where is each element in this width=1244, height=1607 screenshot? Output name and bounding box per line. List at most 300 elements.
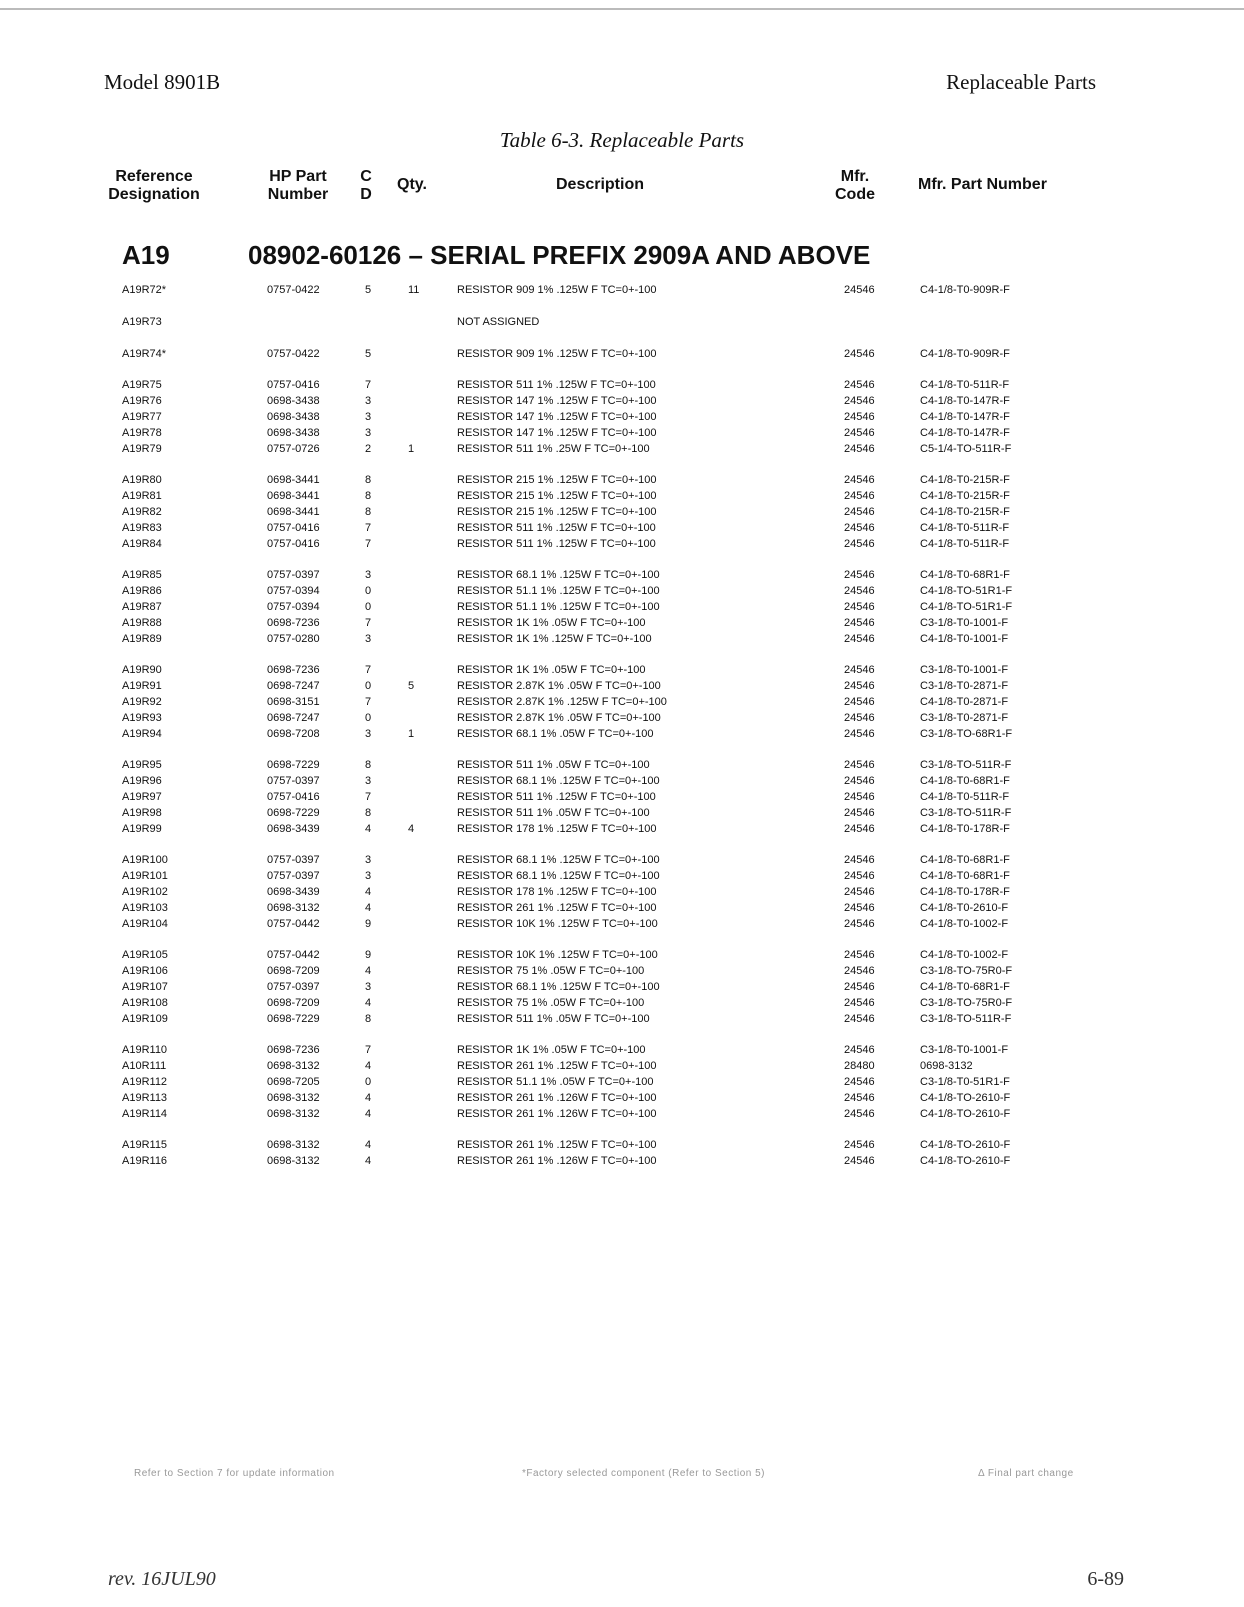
cell-cd: 3: [365, 775, 372, 787]
cell-cd: 8: [365, 490, 372, 502]
cell-mpn: C4-1/8-T0-68R1-F: [920, 775, 1010, 787]
cell-mpn: C3-1/8-T0-2871-F: [920, 712, 1009, 724]
cell-mfr: 24546: [844, 680, 875, 692]
table-title: Table 6-3. Replaceable Parts: [499, 128, 745, 152]
cell-hp: 0757-0416: [267, 379, 320, 391]
cell-cd: 4: [365, 886, 372, 898]
cell-cd: 7: [365, 696, 372, 708]
cell-mfr: 24546: [844, 949, 875, 961]
cell-mpn: C4-1/8-T0-511R-F: [920, 791, 1010, 803]
cell-mfr: 24546: [844, 981, 875, 993]
cell-cd: 7: [365, 617, 372, 629]
cell-cd: 3: [365, 728, 372, 740]
cell-mfr: 24546: [844, 284, 875, 296]
cell-ref: A10R111: [122, 1060, 167, 1072]
cell-desc: RESISTOR 68.1 1% .125W F TC=0+-100: [457, 569, 660, 581]
cell-hp: 0757-0442: [267, 949, 320, 961]
cell-ref: A19R79: [122, 443, 162, 455]
cell-ref: A19R83: [122, 522, 162, 534]
cell-hp: 0698-3132: [267, 1155, 320, 1167]
cell-hp: 0698-3438: [267, 411, 320, 423]
cell-hp: 0698-3441: [267, 474, 320, 486]
cell-cd: 3: [365, 870, 372, 882]
cell-ref: A19R95: [122, 759, 162, 771]
cell-ref: A19R114: [122, 1108, 168, 1120]
cell-mfr: 24546: [844, 411, 875, 423]
cell-desc: RESISTOR 511 1% .125W F TC=0+-100: [457, 522, 656, 534]
col-hp-line1: HP Part: [269, 168, 327, 185]
cell-cd: 8: [365, 506, 372, 518]
table-row: [0, 346, 1244, 362]
cell-desc: RESISTOR 215 1% .125W F TC=0+-100: [457, 474, 657, 486]
cell-desc: RESISTOR 511 1% .125W F TC=0+-100: [457, 538, 656, 550]
table-row: [0, 567, 1244, 583]
table-row: [0, 1137, 1244, 1153]
cell-hp: 0698-3132: [267, 1108, 320, 1120]
table-row: [0, 504, 1244, 520]
cell-mfr: 24546: [844, 902, 875, 914]
cell-cd: 5: [365, 348, 372, 360]
revision-date: rev. 16JUL90: [108, 1568, 216, 1590]
cell-ref: A19R108: [122, 997, 168, 1009]
cell-ref: A19R90: [122, 664, 162, 676]
table-row: [0, 662, 1244, 678]
cell-desc: RESISTOR 10K 1% .125W F TC=0+-100: [457, 949, 658, 961]
cell-mfr: 24546: [844, 696, 875, 708]
cell-mpn: C3-1/8-T0-51R1-F: [920, 1076, 1010, 1088]
cell-cd: 0: [365, 1076, 372, 1088]
table-row: [0, 314, 1244, 330]
cell-cd: 4: [365, 902, 372, 914]
cell-ref: A19R115: [122, 1139, 168, 1151]
cell-mpn: C4-1/8-T0-511R-F: [920, 522, 1010, 534]
table-row: [0, 694, 1244, 710]
cell-mpn: C4-1/8-T0-909R-F: [920, 284, 1010, 296]
cell-cd: 4: [365, 1155, 372, 1167]
col-reference: [108, 168, 200, 204]
cell-desc: RESISTOR 261 1% .125W F TC=0+-100: [457, 902, 657, 914]
cell-cd: 3: [365, 981, 372, 993]
cell-cd: 7: [365, 522, 372, 534]
cell-ref: A19R75: [122, 379, 162, 391]
cell-mfr: 24546: [844, 791, 875, 803]
col-mfr-code: [830, 168, 880, 204]
cell-desc: RESISTOR 511 1% .125W F TC=0+-100: [457, 379, 656, 391]
cell-hp: 0698-3132: [267, 902, 320, 914]
cell-desc: RESISTOR 68.1 1% .125W F TC=0+-100: [457, 870, 660, 882]
cell-cd: 4: [365, 1108, 372, 1120]
cell-mpn: C4-1/8-T0-2871-F: [920, 696, 1009, 708]
page-number: 6-89: [1087, 1568, 1124, 1590]
cell-ref: A19R93: [122, 712, 162, 724]
cell-hp: 0698-3151: [267, 696, 320, 708]
cell-hp: 0757-0394: [267, 585, 320, 597]
cell-ref: A19R94: [122, 728, 162, 740]
cell-ref: A19R73: [122, 316, 162, 328]
table-row: [0, 409, 1244, 425]
cell-hp: 0698-3438: [267, 427, 320, 439]
cell-desc: RESISTOR 10K 1% .125W F TC=0+-100: [457, 918, 658, 930]
cell-cd: 4: [365, 965, 372, 977]
cell-cd: 8: [365, 807, 372, 819]
cell-hp: 0698-7236: [267, 664, 320, 676]
cell-mfr: 24546: [844, 585, 875, 597]
cell-desc: RESISTOR 51.1 1% .125W F TC=0+-100: [457, 601, 660, 613]
cell-desc: RESISTOR 511 1% .05W F TC=0+-100: [457, 807, 650, 819]
cell-mpn: C4-1/8-TO-2610-F: [920, 1155, 1011, 1167]
cell-cd: 4: [365, 1139, 372, 1151]
col-cd: [356, 168, 376, 204]
table-row: [0, 1153, 1244, 1169]
col-mfr-line1: Mfr.: [840, 168, 870, 185]
cell-mfr: 24546: [844, 712, 875, 724]
col-reference-line2: Designation: [108, 186, 200, 203]
cell-desc: RESISTOR 51.1 1% .125W F TC=0+-100: [457, 585, 660, 597]
cell-cd: 3: [365, 569, 372, 581]
cell-hp: 0757-0726: [267, 443, 320, 455]
cell-ref: A19R109: [122, 1013, 168, 1025]
cell-mpn: C3-1/8-T0-1001-F: [920, 664, 1009, 676]
cell-qty: 5: [408, 680, 415, 692]
table-row: [0, 995, 1244, 1011]
cell-ref: A19R98: [122, 807, 162, 819]
cell-hp: 0698-7209: [267, 997, 320, 1009]
cell-desc: RESISTOR 909 1% .125W F TC=0+-100: [457, 348, 657, 360]
table-row: [0, 678, 1244, 694]
col-cd-line1: C: [360, 168, 372, 185]
cell-desc: RESISTOR 1K 1% .05W F TC=0+-100: [457, 664, 646, 676]
cell-mfr: 24546: [844, 775, 875, 787]
cell-desc: RESISTOR 261 1% .126W F TC=0+-100: [457, 1155, 657, 1167]
cell-mpn: C4-1/8-TO-51R1-F: [920, 601, 1013, 613]
cell-hp: 0757-0442: [267, 918, 320, 930]
cell-cd: 0: [365, 712, 372, 724]
cell-ref: A19R116: [122, 1155, 168, 1167]
cell-desc: RESISTOR 2.87K 1% .05W F TC=0+-100: [457, 680, 661, 692]
cell-ref: A19R81: [122, 490, 162, 502]
table-row: [0, 441, 1244, 457]
cell-hp: 0757-0422: [267, 284, 320, 296]
cell-desc: RESISTOR 215 1% .125W F TC=0+-100: [457, 490, 657, 502]
cell-desc: NOT ASSIGNED: [457, 316, 540, 328]
cell-mfr: 24546: [844, 1108, 875, 1120]
cell-mfr: 24546: [844, 664, 875, 676]
cell-hp: 0757-0394: [267, 601, 320, 613]
cell-mpn: C4-1/8-T0-147R-F: [920, 395, 1010, 407]
cell-hp: 0757-0397: [267, 569, 320, 581]
cell-ref: A19R101: [122, 870, 168, 882]
cell-mfr: 24546: [844, 886, 875, 898]
table-row: [0, 536, 1244, 552]
cell-mpn: C3-1/8-TO-75R0-F: [920, 997, 1013, 1009]
cell-cd: 8: [365, 474, 372, 486]
cell-mpn: 0698-3132: [920, 1060, 973, 1072]
table-row: [0, 916, 1244, 932]
cell-mpn: C4-1/8-T0-147R-F: [920, 427, 1010, 439]
table-row: [0, 1011, 1244, 1027]
cell-desc: RESISTOR 1K 1% .125W F TC=0+-100: [457, 633, 652, 645]
cell-cd: 3: [365, 395, 372, 407]
cell-hp: 0698-7229: [267, 1013, 320, 1025]
cell-mpn: C4-1/8-T0-68R1-F: [920, 981, 1010, 993]
table-row: [0, 1106, 1244, 1122]
cell-cd: 7: [365, 379, 372, 391]
table-row: [0, 282, 1244, 298]
cell-qty: 4: [408, 823, 415, 835]
table-row: [0, 631, 1244, 647]
assembly-id: A19: [122, 240, 170, 270]
cell-mpn: C4-1/8-T0-909R-F: [920, 348, 1010, 360]
cell-mfr: 24546: [844, 1092, 875, 1104]
cell-desc: RESISTOR 147 1% .125W F TC=0+-100: [457, 427, 657, 439]
cell-mpn: C4-1/8-TO-51R1-F: [920, 585, 1013, 597]
cell-mfr: 24546: [844, 633, 875, 645]
cell-hp: 0698-7208: [267, 728, 320, 740]
cell-mfr: 24546: [844, 506, 875, 518]
cell-mfr: 24546: [844, 1013, 875, 1025]
cell-mpn: C4-1/8-T0-147R-F: [920, 411, 1010, 423]
cell-hp: 0757-0397: [267, 775, 320, 787]
cell-ref: A19R91: [122, 680, 162, 692]
cell-ref: A19R88: [122, 617, 162, 629]
cell-ref: A19R80: [122, 474, 162, 486]
table-row: [0, 488, 1244, 504]
col-description: Description: [555, 176, 644, 193]
cell-hp: 0698-7229: [267, 759, 320, 771]
table-row: [0, 789, 1244, 805]
cell-mfr: 24546: [844, 538, 875, 550]
cell-qty: 11: [408, 284, 420, 296]
section-header: Replaceable Parts: [946, 70, 1096, 94]
cell-mpn: C5-1/4-TO-511R-F: [920, 443, 1012, 455]
cell-qty: 1: [408, 728, 415, 740]
cell-hp: 0698-3441: [267, 506, 320, 518]
cell-desc: RESISTOR 2.87K 1% .125W F TC=0+-100: [457, 696, 667, 708]
cell-mpn: C3-1/8-TO-511R-F: [920, 759, 1012, 771]
cell-mpn: C4-1/8-T0-1002-F: [920, 918, 1009, 930]
cell-desc: RESISTOR 261 1% .125W F TC=0+-100: [457, 1139, 657, 1151]
cell-hp: 0698-3132: [267, 1060, 320, 1072]
cell-ref: A19R102: [122, 886, 168, 898]
cell-mfr: 24546: [844, 1139, 875, 1151]
cell-hp: 0698-7229: [267, 807, 320, 819]
table-row: [0, 583, 1244, 599]
cell-mpn: C4-1/8-T0-215R-F: [920, 506, 1010, 518]
cell-hp: 0698-3439: [267, 823, 320, 835]
cell-cd: 0: [365, 585, 372, 597]
col-mfr-part-number: Mfr. Part Number: [918, 176, 1047, 193]
cell-cd: 9: [365, 949, 372, 961]
cell-mpn: C4-1/8-T0-511R-F: [920, 538, 1010, 550]
cell-mfr: 28480: [844, 1060, 875, 1072]
cell-hp: 0698-7236: [267, 1044, 320, 1056]
table-row: [0, 1090, 1244, 1106]
cell-ref: A19R97: [122, 791, 162, 803]
cell-mpn: C4-1/8-T0-68R1-F: [920, 870, 1010, 882]
cell-mfr: 24546: [844, 823, 875, 835]
cell-hp: 0698-3439: [267, 886, 320, 898]
cell-ref: A19R86: [122, 585, 162, 597]
cell-mfr: 24546: [844, 965, 875, 977]
cell-cd: 3: [365, 427, 372, 439]
cell-desc: RESISTOR 1K 1% .05W F TC=0+-100: [457, 1044, 646, 1056]
table-row: [0, 710, 1244, 726]
cell-desc: RESISTOR 909 1% .125W F TC=0+-100: [457, 284, 657, 296]
cell-ref: A19R85: [122, 569, 162, 581]
cell-ref: A19R87: [122, 601, 162, 613]
cell-cd: 7: [365, 664, 372, 676]
col-cd-line2: D: [360, 186, 372, 203]
cell-ref: A19R103: [122, 902, 168, 914]
cell-mpn: C4-1/8-T0-2610-F: [920, 902, 1009, 914]
cell-mpn: C4-1/8-T0-215R-F: [920, 474, 1010, 486]
cell-ref: A19R113: [122, 1092, 168, 1104]
cell-hp: 0698-3441: [267, 490, 320, 502]
cell-cd: 8: [365, 1013, 372, 1025]
cell-ref: A19R92: [122, 696, 162, 708]
table-row: [0, 1042, 1244, 1058]
cell-mfr: 24546: [844, 490, 875, 502]
cell-hp: 0698-7247: [267, 680, 320, 692]
cell-ref: A19R99: [122, 823, 162, 835]
cell-ref: A19R105: [122, 949, 168, 961]
cell-desc: RESISTOR 147 1% .125W F TC=0+-100: [457, 395, 657, 407]
cell-cd: 7: [365, 791, 372, 803]
cell-cd: 0: [365, 680, 372, 692]
cell-ref: A19R107: [122, 981, 168, 993]
cell-mfr: 24546: [844, 728, 875, 740]
cell-ref: A19R104: [122, 918, 168, 930]
cell-desc: RESISTOR 68.1 1% .05W F TC=0+-100: [457, 728, 654, 740]
cell-cd: 0: [365, 601, 372, 613]
footnote-factory-selected: *Factory selected component (Refer to Section 5): [522, 1468, 765, 1479]
cell-mfr: 24546: [844, 443, 875, 455]
cell-mfr: 24546: [844, 617, 875, 629]
cell-cd: 3: [365, 411, 372, 423]
cell-desc: RESISTOR 68.1 1% .125W F TC=0+-100: [457, 854, 660, 866]
col-hp-line2: Number: [267, 186, 329, 203]
cell-desc: RESISTOR 261 1% .125W F TC=0+-100: [457, 1060, 657, 1072]
cell-ref: A19R110: [122, 1044, 168, 1056]
table-row: [0, 726, 1244, 742]
cell-mpn: C4-1/8-TO-2610-F: [920, 1139, 1011, 1151]
cell-mpn: C4-1/8-T0-68R1-F: [920, 569, 1010, 581]
table-row: [0, 1074, 1244, 1090]
col-reference-line1: Reference: [115, 168, 193, 185]
cell-cd: 3: [365, 633, 372, 645]
table-row: [0, 520, 1244, 536]
cell-cd: 3: [365, 854, 372, 866]
cell-mfr: 24546: [844, 1155, 875, 1167]
cell-hp: 0757-0280: [267, 633, 320, 645]
cell-ref: A19R112: [122, 1076, 168, 1088]
cell-ref: A19R106: [122, 965, 168, 977]
table-row: [0, 1058, 1244, 1074]
cell-mpn: C3-1/8-TO-75R0-F: [920, 965, 1013, 977]
cell-cd: 8: [365, 759, 372, 771]
cell-hp: 0698-3132: [267, 1092, 320, 1104]
cell-mfr: 24546: [844, 854, 875, 866]
table-row: [0, 599, 1244, 615]
table-row: [0, 757, 1244, 773]
table-row: [0, 900, 1244, 916]
cell-mpn: C3-1/8-TO-68R1-F: [920, 728, 1013, 740]
table-row: [0, 472, 1244, 488]
cell-hp: 0698-7209: [267, 965, 320, 977]
cell-ref: A19R96: [122, 775, 162, 787]
footnote-part-change: Δ Final part change: [978, 1468, 1074, 1479]
cell-mfr: 24546: [844, 522, 875, 534]
cell-mpn: C4-1/8-TO-2610-F: [920, 1108, 1011, 1120]
cell-mpn: C4-1/8-T0-178R-F: [920, 886, 1010, 898]
cell-desc: RESISTOR 511 1% .25W F TC=0+-100: [457, 443, 650, 455]
cell-desc: RESISTOR 75 1% .05W F TC=0+-100: [457, 997, 645, 1009]
footnote-update: Refer to Section 7 for update information: [134, 1468, 335, 1479]
cell-ref: A19R78: [122, 427, 162, 439]
cell-desc: RESISTOR 511 1% .125W F TC=0+-100: [457, 791, 656, 803]
cell-cd: 9: [365, 918, 372, 930]
table-row: [0, 773, 1244, 789]
cell-desc: RESISTOR 1K 1% .05W F TC=0+-100: [457, 617, 646, 629]
cell-mpn: C3-1/8-T0-1001-F: [920, 1044, 1009, 1056]
cell-mpn: C4-1/8-T0-215R-F: [920, 490, 1010, 502]
cell-desc: RESISTOR 261 1% .126W F TC=0+-100: [457, 1108, 657, 1120]
cell-mpn: C4-1/8-T0-1002-F: [920, 949, 1009, 961]
cell-hp: 0757-0416: [267, 522, 320, 534]
cell-ref: A19R84: [122, 538, 162, 550]
cell-desc: RESISTOR 147 1% .125W F TC=0+-100: [457, 411, 657, 423]
cell-desc: RESISTOR 215 1% .125W F TC=0+-100: [457, 506, 657, 518]
cell-ref: A19R89: [122, 633, 162, 645]
cell-mfr: 24546: [844, 395, 875, 407]
cell-mpn: C4-1/8-T0-178R-F: [920, 823, 1010, 835]
cell-mfr: 24546: [844, 379, 875, 391]
table-row: [0, 393, 1244, 409]
cell-desc: RESISTOR 2.87K 1% .05W F TC=0+-100: [457, 712, 661, 724]
cell-mfr: 24546: [844, 1044, 875, 1056]
cell-desc: RESISTOR 51.1 1% .05W F TC=0+-100: [457, 1076, 654, 1088]
cell-desc: RESISTOR 261 1% .126W F TC=0+-100: [457, 1092, 657, 1104]
cell-mpn: C4-1/8-T0-511R-F: [920, 379, 1010, 391]
cell-hp: 0757-0422: [267, 348, 320, 360]
cell-hp: 0757-0397: [267, 870, 320, 882]
cell-mpn: C3-1/8-TO-511R-F: [920, 807, 1012, 819]
table-row: [0, 852, 1244, 868]
cell-ref: A19R72*: [122, 284, 167, 296]
cell-cd: 2: [365, 443, 372, 455]
cell-mpn: C3-1/8-T0-2871-F: [920, 680, 1009, 692]
cell-qty: 1: [408, 443, 415, 455]
cell-desc: RESISTOR 68.1 1% .125W F TC=0+-100: [457, 775, 660, 787]
table-row: [0, 377, 1244, 393]
cell-cd: 5: [365, 284, 372, 296]
table-row: [0, 947, 1244, 963]
cell-mfr: 24546: [844, 348, 875, 360]
cell-hp: 0757-0416: [267, 791, 320, 803]
table-row: [0, 884, 1244, 900]
cell-mfr: 24546: [844, 474, 875, 486]
cell-cd: 7: [365, 538, 372, 550]
top-rule: [0, 8, 1244, 10]
model-header: Model 8901B: [104, 70, 221, 94]
cell-cd: 4: [365, 1060, 372, 1072]
cell-hp: 0757-0397: [267, 854, 320, 866]
cell-mpn: C4-1/8-TO-2610-F: [920, 1092, 1011, 1104]
col-mfr-line2: Code: [835, 186, 875, 203]
cell-desc: RESISTOR 511 1% .05W F TC=0+-100: [457, 1013, 650, 1025]
cell-mfr: 24546: [844, 807, 875, 819]
cell-mfr: 24546: [844, 1076, 875, 1088]
